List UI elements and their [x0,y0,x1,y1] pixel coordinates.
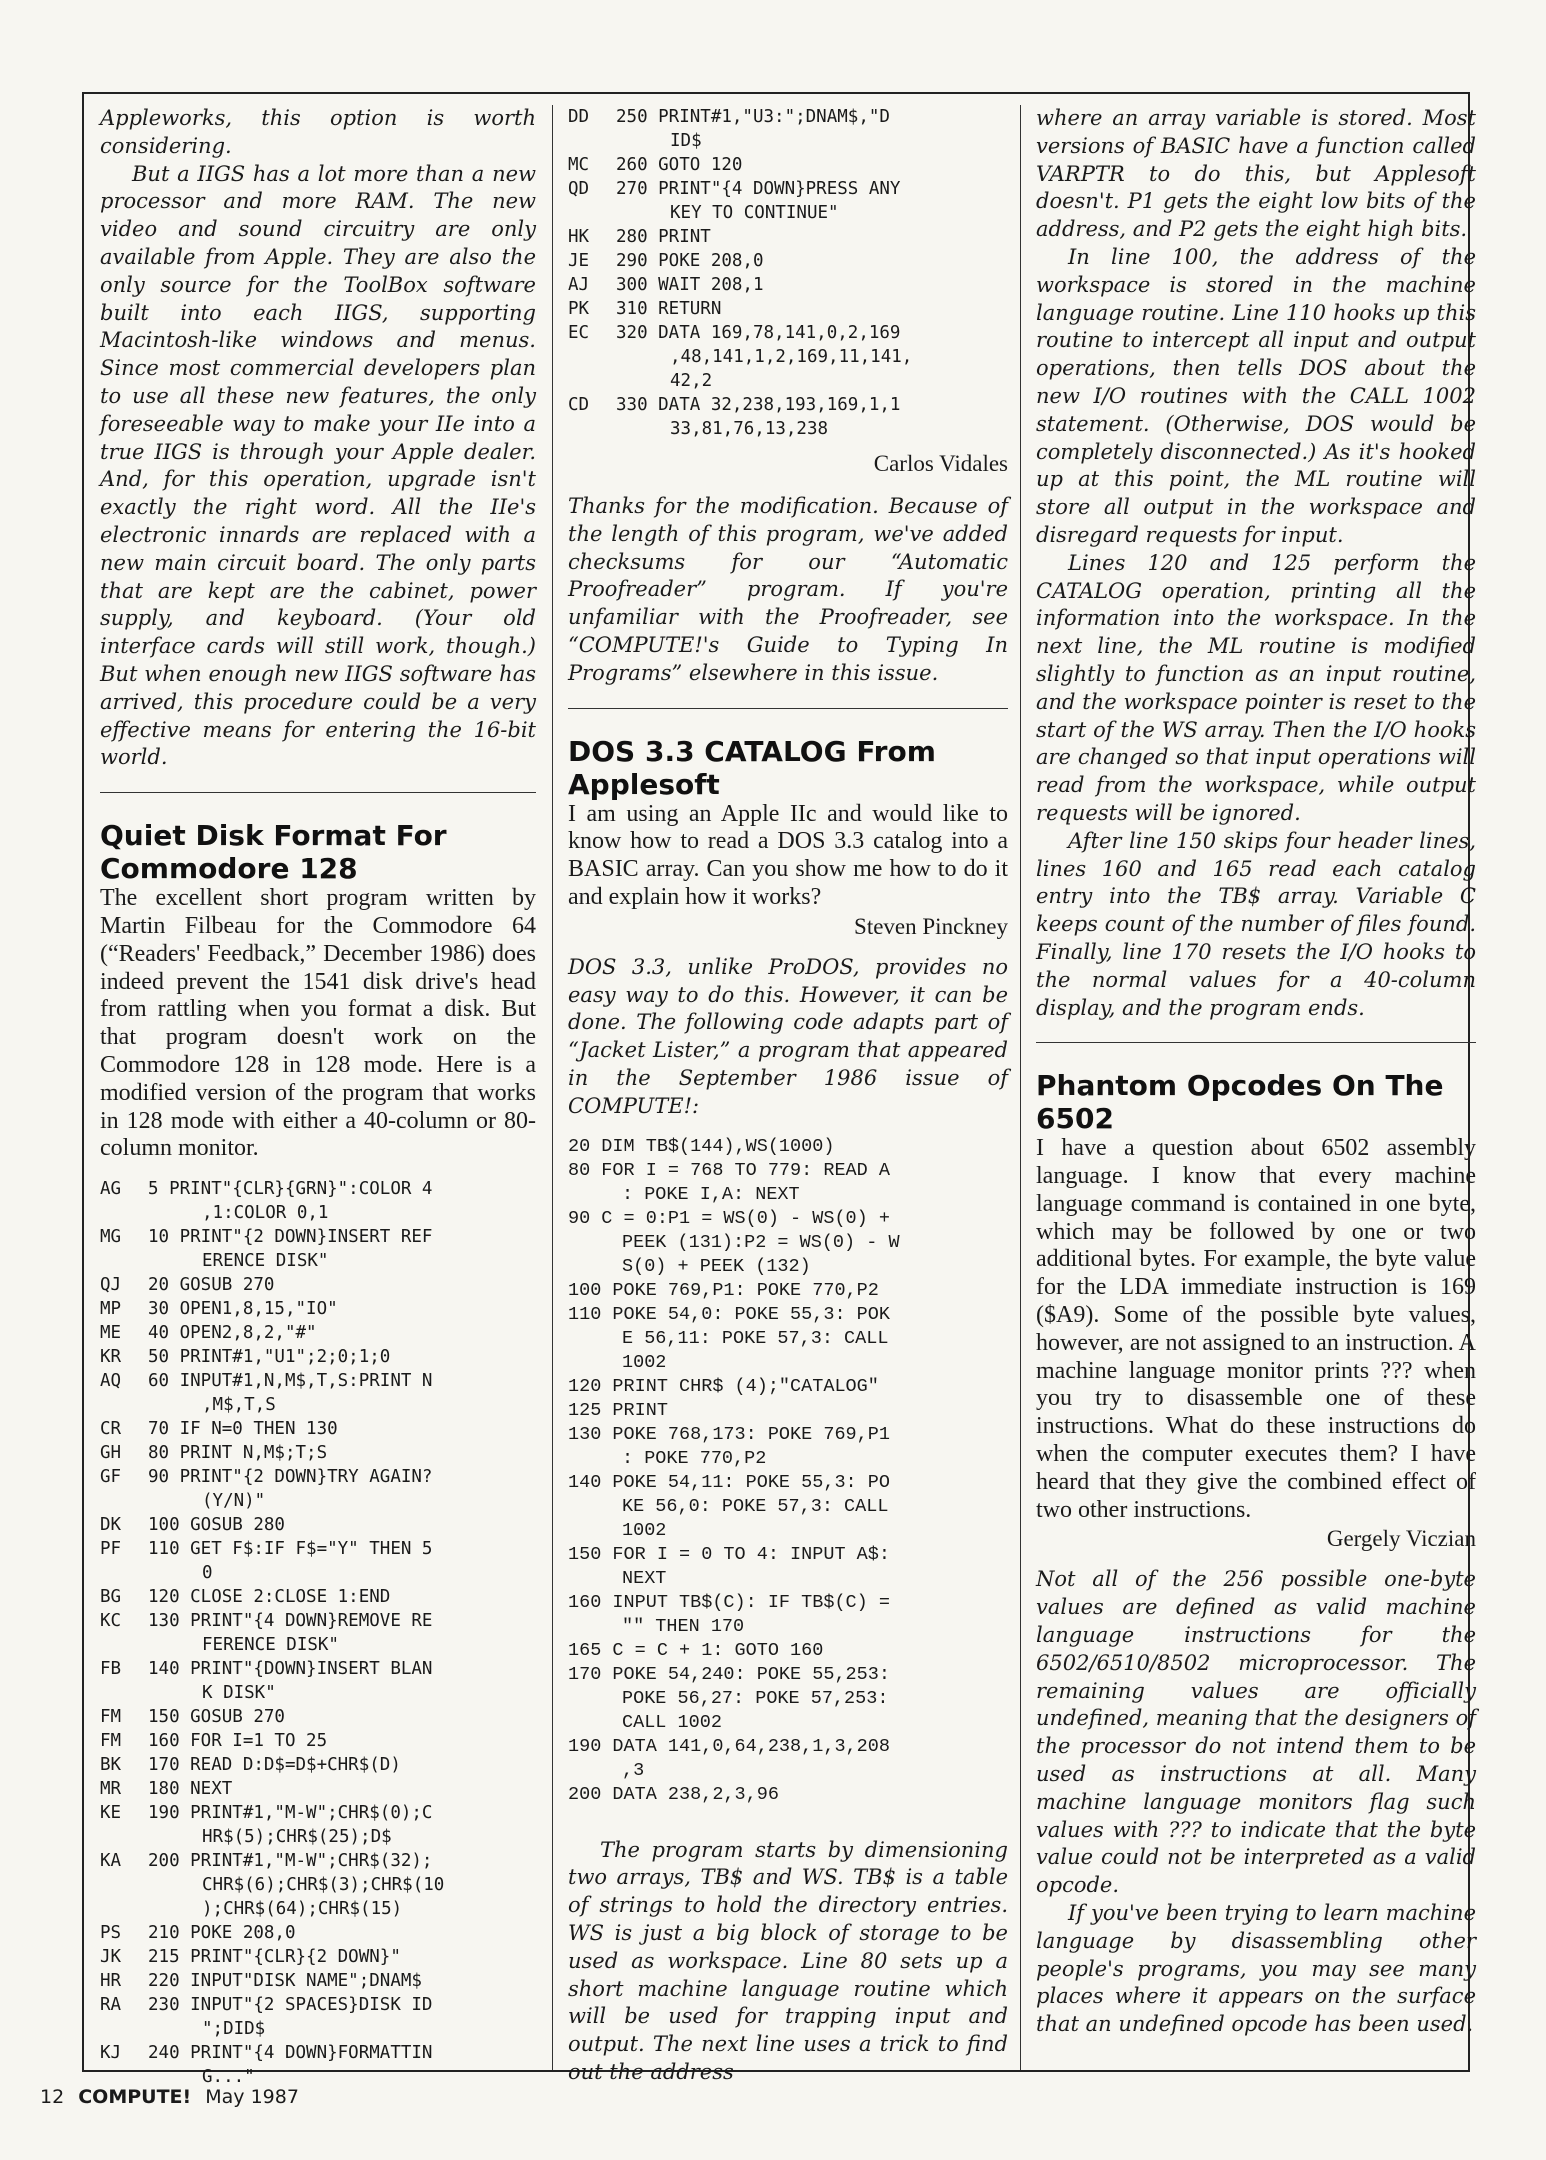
code-line [100,1177,536,1201]
column-2 [568,105,1008,2087]
code-line [100,1993,536,2017]
checksum-label: GH [100,1443,122,1464]
code-line [100,1729,536,1753]
column-1 [100,105,536,2089]
section-divider [100,792,536,793]
code-text: 30 OPEN1,8,15,"IO" [148,1299,338,1320]
code-text: 310 RETURN [616,299,722,319]
code-line [568,1639,1008,1663]
checksum-label: FM [100,1731,122,1752]
code-line [568,1135,1008,1159]
code-line [568,1207,1008,1231]
code-text: 170 POKE 54,240: POKE 55,253: [568,1663,890,1685]
code-line [100,1777,536,1801]
checksum-label: PS [100,1923,122,1944]
code-text: 125 PRINT [568,1399,668,1421]
code-text: 165 C = C + 1: GOTO 160 [568,1639,824,1661]
code-line [100,1369,536,1393]
code-text: 180 NEXT [148,1779,233,1800]
checksum-label: KR [100,1347,122,1368]
code-text: 280 PRINT [616,227,711,247]
code-continuation: ,1:COLOR 0,1 [202,1203,329,1224]
code-text: 60 INPUT#1,N,M$,T,S:PRINT N [148,1371,433,1392]
code-continuation: KEY TO CONTINUE" [670,203,839,223]
section-divider [568,708,1008,709]
checksum-label: HK [568,227,590,247]
checksum-label: FM [100,1707,122,1728]
code-line [568,1399,1008,1423]
code-line [568,177,1008,201]
checksum-label: HR [100,1971,122,1992]
checksum-label: KA [100,1851,122,1872]
code-line [568,153,1008,177]
section-divider [1036,1042,1476,1043]
code-text: 130 PRINT"{4 DOWN}REMOVE RE [148,1611,433,1632]
code-text: 90 C = 0:P1 = WS(0) - WS(0) + [568,1207,890,1229]
article-paragraph: After line 150 skips four header lines, lines 160 and 165 read each catalog entry into the TB$ array. Variable C keeps count of the number of files found. Finally, line 170 resets the I/O hooks to the normal values for a 40-column display, and the program ends. [1036,828,1476,1020]
code-continuation: K DISK" [202,1683,276,1704]
code-line [100,1849,536,1873]
section-heading: Phantom Opcodes On The 6502 [1036,1069,1444,1136]
code-line [568,297,1008,321]
code-line [568,1783,1008,1807]
code-continuation: 0 [202,1563,213,1584]
checksum-label: PK [568,299,590,319]
code-text: 100 GOSUB 280 [148,1515,285,1536]
code-continuation: CHR$(6);CHR$(3);CHR$(10 );CHR$(64);CHR$(15) [202,1875,445,1920]
code-text: 120 CLOSE 2:CLOSE 1:END [148,1587,391,1608]
code-text: 100 POKE 769,P1: POKE 770,P2 [568,1279,879,1301]
code-text: 320 DATA 169,78,141,0,2,169 [616,323,901,343]
code-continuation: ID$ [670,131,702,151]
checksum-label: EC [568,323,590,343]
code-text: 5 PRINT"{CLR}{GRN}":COLOR 4 [148,1179,433,1200]
code-text: 10 PRINT"{2 DOWN}INSERT REF [148,1227,433,1248]
code-text: 20 DIM TB$(144),WS(1000) [568,1135,835,1157]
code-continuation: G..." [202,2067,255,2088]
code-text: 110 POKE 54,0: POKE 55,3: POK [568,1303,890,1325]
code-continuation: : POKE 770,P2 [622,1447,767,1469]
checksum-label: CR [100,1419,122,1440]
code-line [568,249,1008,273]
code-line [100,2041,536,2065]
code-line [100,1609,536,1633]
code-continuation: ";DID$ [202,2019,266,2040]
reader-letter: I have a question about 6502 assembly language. I know that every machine language command is contained in one byte, which may be followed by one or two additional bytes. For example, the byte value for the LDA immediate instruction is 169 ($A9). Some of the possible byte values, however, are not assigned to an instruction. A machine language monitor prints ??? when you try to disassemble one of these instructions. What do these instructions do when the computer executes them? I have heard that they give the combined effect of two other instructions. [1036,1135,1476,1523]
checksum-label: BK [100,1755,122,1776]
code-line [568,1543,1008,1567]
code-line [568,1471,1008,1495]
code-text: 130 POKE 768,173: POKE 769,P1 [568,1423,890,1445]
code-continuation: POKE 56,27: POKE 57,253: CALL 1002 [622,1687,889,1733]
checksum-label: JK [100,1947,122,1968]
article-paragraph: Appleworks, this option is worth considering. [100,106,536,158]
code-line [568,1375,1008,1399]
code-continuation: KE 56,0: POKE 57,3: CALL 1002 [622,1495,889,1541]
checksum-label: FB [100,1659,122,1680]
code-continuation: ,48,141,1,2,169,11,141, 42,2 [670,347,913,391]
checksum-label: QD [568,179,590,199]
code-text: 150 FOR I = 0 TO 4: INPUT A$: [568,1543,890,1565]
code-line [568,393,1008,417]
column-rule-1 [552,105,553,2070]
code-line [100,1345,536,1369]
code-text: 110 GET F$:IF F$="Y" THEN 5 [148,1539,433,1560]
code-text: 240 PRINT"{4 DOWN}FORMATTIN [148,2043,433,2064]
letter-signature: Gergely Viczian [1326,1526,1476,1552]
checksum-label: AJ [568,275,590,295]
code-text: 170 READ D:D$=D$+CHR$(D) [148,1755,401,1776]
code-text: 20 GOSUB 270 [148,1275,275,1296]
checksum-label: MC [568,155,590,175]
issue-date: May 1987 [205,2086,299,2108]
code-text: 80 PRINT N,M$;T;S [148,1443,328,1464]
checksum-label: ME [100,1323,122,1344]
code-text: 160 INPUT TB$(C): IF TB$(C) = [568,1591,890,1613]
code-continuation: NEXT [622,1567,667,1589]
checksum-label: MG [100,1227,122,1248]
program-listing [100,1177,536,2089]
reader-letter: The excellent short program written by Martin Filbeau for the Commodore 64 (“Readers' Feedback,” December 1986) does indeed prevent the 1541 disk drive's head from rattling when you format a disk. But that program doesn't work on the Commodore 128 in 128 mode. Here is a modified version of the program that works in 128 mode with either a 40-column or 80-column monitor. [100,885,536,1162]
letter-signature: Steven Pinckney [854,913,1008,939]
checksum-label: QJ [100,1275,122,1296]
code-text: 330 DATA 32,238,193,169,1,1 [616,395,901,415]
code-text: 70 IF N=0 THEN 130 [148,1419,338,1440]
code-line [100,1969,536,1993]
program-listing [568,105,1008,441]
code-line [568,1279,1008,1303]
code-continuation: ,3 [622,1759,645,1781]
code-text: 160 FOR I=1 TO 25 [148,1731,328,1752]
checksum-label: CD [568,395,590,415]
code-text: 120 PRINT CHR$ (4);"CATALOG" [568,1375,879,1397]
code-continuation: E 56,11: POKE 57,3: CALL 1002 [622,1327,889,1373]
article-paragraph: But a IIGS has a lot more than a new processor and more RAM. The new video and sound circuitry are only available from Apple. They are also the only source for the ToolBox software built into each IIGS, supporting Macintosh-like windows and menus. Since most commercial developers plan to use all these new features, the only foreseeable way to make your IIe into a true IIGS is through your Apple dealer. And, for this operation, upgrade isn't exactly the right word. All the IIe's electronic innards are replaced with a new main circuit board. The only parts that are kept are the cabinet, power supply, and keyboard. (Your old interface cards will still work, though.) But when enough new IIGS software has arrived, this procedure could be a very effective means for entering the 16-bit world. [100,161,536,770]
code-text: 50 PRINT#1,"U1";2;0;1;0 [148,1347,391,1368]
code-line [568,1735,1008,1759]
editor-reply: DOS 3.3, unlike ProDOS, provides no easy way to do this. However, it can be done. The following code adapts part of “Jacket Lister,” a program that appeared in the September 1986 issue of COMPUTE!: [568,954,1008,1118]
code-line [100,1753,536,1777]
article-paragraph: where an array variable is stored. Most versions of BASIC have a function called VARPTR to do this, but Applesoft doesn't. P1 gets the eight low bits of the address, and P2 gets the eight high bits. [1036,106,1476,242]
editor-reply: Thanks for the modification. Because of the length of this program, we've added checksums for our “Automatic Proofreader” program. If you're unfamiliar with the Proofreader, see “COMPUTE!'s Guide to Typing In Programs” elsewhere in this issue. [568,494,1008,685]
code-text: 290 POKE 208,0 [616,251,764,271]
code-line [568,1423,1008,1447]
code-continuation: ERENCE DISK" [202,1251,329,1272]
code-line [100,1657,536,1681]
code-text: 300 WAIT 208,1 [616,275,764,295]
code-line [568,105,1008,129]
code-line [568,321,1008,345]
code-line [100,1945,536,1969]
code-continuation: FERENCE DISK" [202,1635,339,1656]
code-line [568,1591,1008,1615]
code-line [568,1159,1008,1183]
checksum-label: MP [100,1299,122,1320]
editor-reply: If you've been trying to learn machine language by disassembling other people's programs, you may see many places where it appears on the surface that an undefined opcode has been used. [1036,1901,1476,2037]
code-text: 140 PRINT"{DOWN}INSERT BLAN [148,1659,433,1680]
code-continuation: (Y/N)" [202,1491,266,1512]
code-continuation: ,M$,T,S [202,1395,276,1416]
page-number: 12 [40,2086,65,2108]
page-footer [40,2086,299,2108]
checksum-label: MR [100,1779,122,1800]
code-text: 230 INPUT"{2 SPACES}DISK ID [148,1995,433,2016]
section-heading: DOS 3.3 CATALOG From Applesoft [568,734,936,801]
checksum-label: RA [100,1995,122,2016]
code-continuation: "" THEN 170 [622,1615,745,1637]
code-text: 190 PRINT#1,"M-W";CHR$(0);C [148,1803,433,1824]
code-text: 250 PRINT#1,"U3:";DNAM$,"D [616,107,890,127]
magazine-name: COMPUTE! [78,2086,192,2108]
code-continuation: HR$(5);CHR$(25);D$ [202,1827,392,1848]
code-line [100,1273,536,1297]
code-line [100,1921,536,1945]
code-line [568,225,1008,249]
code-text: 80 FOR I = 768 TO 779: READ A [568,1159,890,1181]
code-line [100,1417,536,1441]
code-line [100,1705,536,1729]
editor-reply: Not all of the 256 possible one-byte values are defined as valid machine language instructions for the 6502/6510/8502 microprocessor. The remaining values are officially undefined, meaning that the designers of the processor do not intend them to be used as instructions at all. Many machine language monitors flag such values with ??? to indicate that the byte value could not be interpreted as a valid opcode. [1036,1567,1476,1898]
code-line [568,1663,1008,1687]
code-continuation: PEEK (131):P2 = WS(0) - W S(0) + PEEK (132) [622,1231,900,1277]
reader-letter: I am using an Apple IIc and would like to know how to read a DOS 3.3 catalog into a BASIC array. Can you show me how to do it and explain how it works? [568,800,1008,910]
checksum-label: AG [100,1179,122,1200]
column-3 [1036,105,1476,2039]
article-paragraph: In line 100, the address of the workspace is stored in the machine language routine. Line 110 hooks up this routine to intercept all input and output operations, then tells DOS about the new I/O routines with the CALL 1002 statement. (Otherwise, DOS would be completely disconnected.) As it's hooked up at this point, the ML routine will store all output in the workspace and disregard requests for input. [1036,244,1476,547]
checksum-label: BG [100,1587,122,1608]
code-text: 220 INPUT"DISK NAME";DNAM$ [148,1971,422,1992]
code-line [100,1801,536,1825]
editor-reply: The program starts by dimensioning two arrays, TB$ and WS. TB$ is a table of strings to hold the directory entries. WS is just a big block of storage to be used as workspace. Line 80 sets up a short machine language routine which will be used for trapping input and output. The next line uses a trick to find out the address [568,1837,1008,2084]
code-continuation: 33,81,76,13,238 [670,419,829,439]
code-text: 210 POKE 208,0 [148,1923,296,1944]
code-line [100,1321,536,1345]
checksum-label: DK [100,1515,122,1536]
code-line [100,1537,536,1561]
checksum-label: KE [100,1803,122,1824]
code-line [100,1441,536,1465]
code-text: 260 GOTO 120 [616,155,743,175]
code-line [100,1297,536,1321]
code-text: 40 OPEN2,8,2,"#" [148,1323,317,1344]
checksum-label: JE [568,251,590,271]
code-text: 150 GOSUB 270 [148,1707,285,1728]
checksum-label: DD [568,107,590,127]
section-heading: Quiet Disk Format For Commodore 128 [100,819,447,886]
column-rule-2 [1020,105,1021,2070]
code-continuation: : POKE I,A: NEXT [622,1183,800,1205]
code-text: 200 PRINT#1,"M-W";CHR$(32); [148,1851,433,1872]
code-text: 190 DATA 141,0,64,238,1,3,208 [568,1735,890,1757]
code-text: 270 PRINT"{4 DOWN}PRESS ANY [616,179,901,199]
code-text: 90 PRINT"{2 DOWN}TRY AGAIN? [148,1467,433,1488]
code-text: 200 DATA 238,2,3,96 [568,1783,779,1805]
checksum-label: GF [100,1467,122,1488]
checksum-label: KJ [100,2043,122,2064]
letter-signature: Carlos Vidales [873,451,1008,476]
checksum-label: KC [100,1611,122,1632]
code-line [100,1513,536,1537]
code-line [100,1225,536,1249]
code-text: 140 POKE 54,11: POKE 55,3: PO [568,1471,890,1493]
code-text: 215 PRINT"{CLR}{2 DOWN}" [148,1947,401,1968]
code-line [100,1465,536,1489]
code-line [568,1303,1008,1327]
code-line [568,273,1008,297]
checksum-label: PF [100,1539,122,1560]
code-line [100,1585,536,1609]
program-listing [568,1135,1008,1807]
checksum-label: AQ [100,1371,122,1392]
article-paragraph: Lines 120 and 125 perform the CATALOG operation, printing all the information into the workspace. In the next line, the ML routine is modified slightly to function as an input routine, and the workspace pointer is reset to the start of the WS array. Then the I/O hooks are changed so that input operations will read from the workspace, while output requests will be ignored. [1036,550,1476,825]
